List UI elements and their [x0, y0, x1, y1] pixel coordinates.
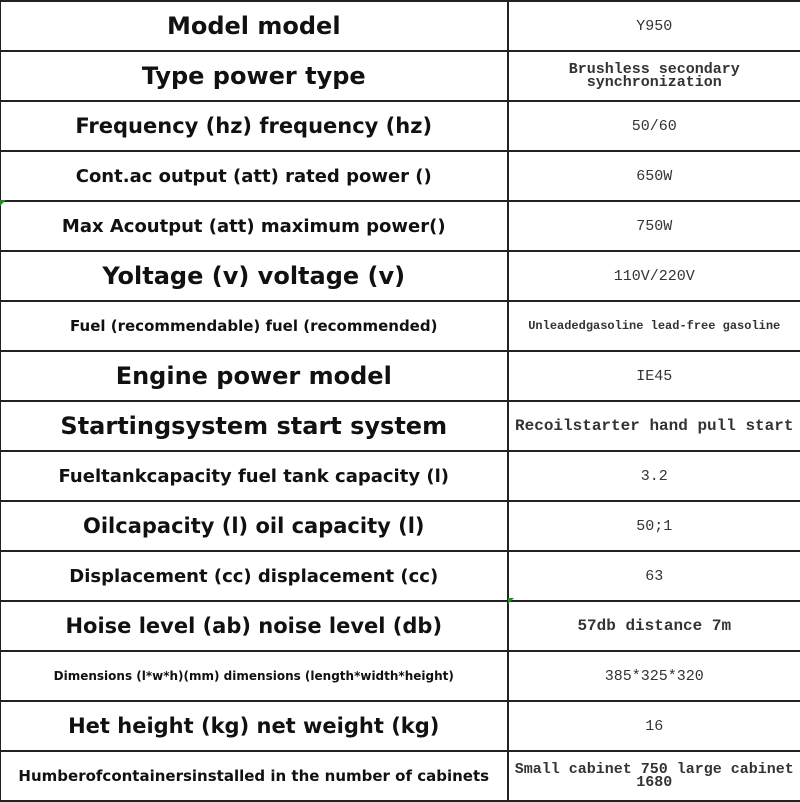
row-label: Yoltage (v) voltage (v) — [1, 251, 508, 301]
row-value: Recoilstarter hand pull start — [508, 401, 800, 451]
table-row — [1, 401, 800, 451]
table-row — [1, 501, 800, 551]
table-row — [1, 51, 800, 101]
table-row — [1, 701, 800, 751]
table-row — [1, 1, 800, 51]
row-value: Unleadedgasoline lead-free gasoline — [508, 301, 800, 351]
row-label: Het height (kg) net weight (kg) — [1, 701, 508, 751]
table-row — [1, 101, 800, 151]
green-corner-mark — [0, 200, 6, 206]
table-row — [1, 201, 800, 251]
row-label: Hoise level (ab) noise level (db) — [1, 601, 508, 651]
row-label: Type power type — [1, 51, 508, 101]
row-label: Oilcapacity (l) oil capacity (l) — [1, 501, 508, 551]
row-label: Fueltankcapacity fuel tank capacity (l) — [1, 451, 508, 501]
table-row — [1, 351, 800, 401]
row-value: 110V/220V — [508, 251, 800, 301]
row-value: 3.2 — [508, 451, 800, 501]
table-row — [1, 751, 800, 801]
row-value: 750W — [508, 201, 800, 251]
table-row — [1, 251, 800, 301]
row-value: 385*325*320 — [508, 651, 800, 701]
table-row — [1, 151, 800, 201]
row-label: Cont.ac output (att) rated power () — [1, 151, 508, 201]
row-label: Displacement (cc) displacement (cc) — [1, 551, 508, 601]
row-value: 16 — [508, 701, 800, 751]
row-label: Fuel (recommendable) fuel (recommended) — [1, 301, 508, 351]
row-value: Y950 — [508, 1, 800, 51]
table-row — [1, 651, 800, 701]
row-value: 57db distance 7m — [508, 601, 800, 651]
row-label: Startingsystem start system — [1, 401, 508, 451]
table-row — [1, 301, 800, 351]
row-value: 50;1 — [508, 501, 800, 551]
row-value: IE45 — [508, 351, 800, 401]
row-value: Small cabinet 750 large cabinet 1680 — [508, 751, 800, 801]
row-label: Dimensions (l*w*h)(mm) dimensions (length*width*height) — [1, 651, 508, 701]
row-label: Max Acoutput (att) maximum power() — [1, 201, 508, 251]
table-row — [1, 601, 800, 651]
row-value: 650W — [508, 151, 800, 201]
row-value: 50/60 — [508, 101, 800, 151]
row-label: Frequency (hz) frequency (hz) — [1, 101, 508, 151]
table-row — [1, 451, 800, 501]
row-label: Model model — [1, 1, 508, 51]
green-corner-mark — [508, 598, 514, 604]
table-row — [1, 551, 800, 601]
row-label: Humberofcontainersinstalled in the number of cabinets — [1, 751, 508, 801]
row-value: 63 — [508, 551, 800, 601]
row-value: Brushless secondary synchronization — [508, 51, 800, 101]
row-label: Engine power model — [1, 351, 508, 401]
